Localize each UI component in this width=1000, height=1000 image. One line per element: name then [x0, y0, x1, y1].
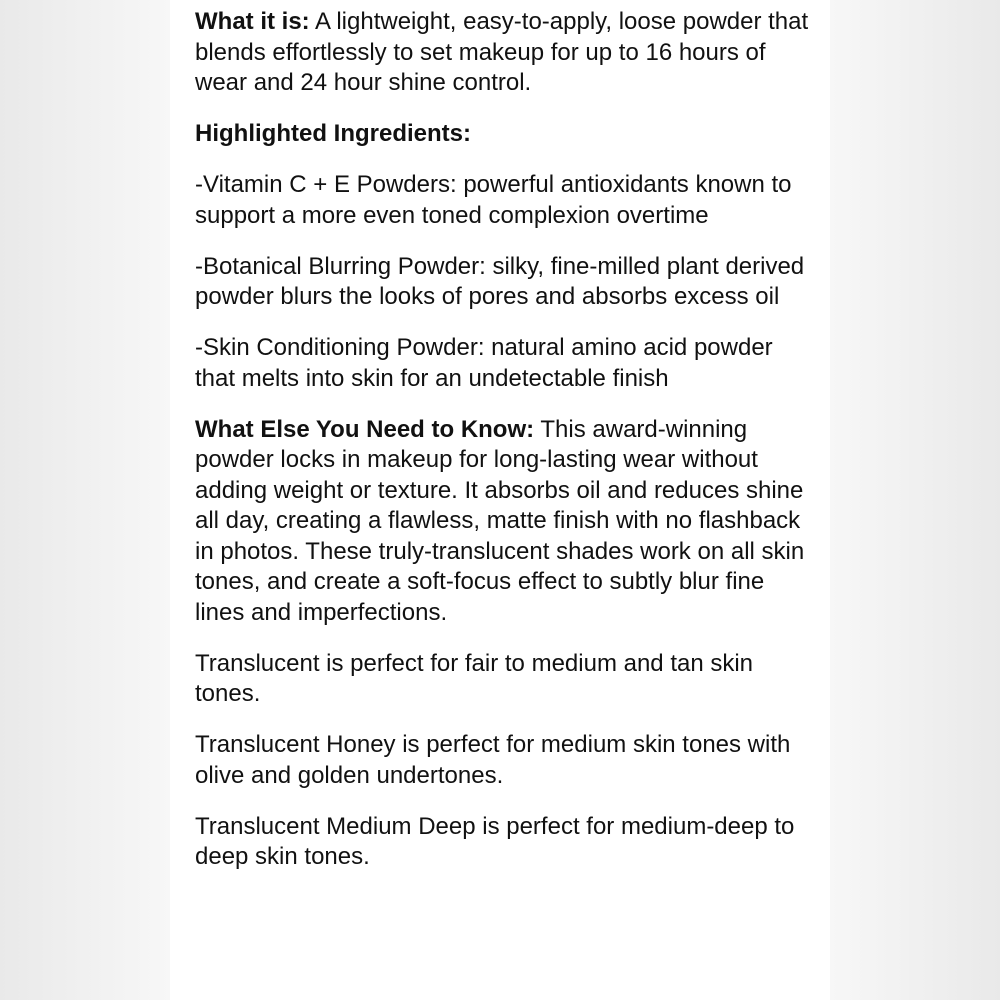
- shade-translucent-medium-deep: Translucent Medium Deep is perfect for medium-deep to deep skin tones.: [195, 812, 795, 870]
- product-description: [195, 7, 815, 893]
- what-else-text: This award-winning powder locks in makeup for long-lasting wear without adding weight or texture. It absorbs oil and reduces shine all day, creating a flawless, matte finish with no flashback in photos. These truly-translucent shades work on all skin tones, and create a soft-focus effect to subtly blur fine lines and imperfections.: [195, 415, 805, 626]
- what-else-label: What Else You Need to Know:: [195, 415, 535, 443]
- ingredient-item-conditioning: -Skin Conditioning Powder: natural amino acid powder that melts into skin for an undetectable finish: [195, 334, 773, 392]
- shade-translucent: Translucent is perfect for fair to medium and tan skin tones.: [195, 649, 754, 707]
- ingredient-item-vitamin: -Vitamin C + E Powders: powerful antioxidants known to support a more even toned complexion overtime: [195, 171, 792, 229]
- ingredient-item-botanical: -Botanical Blurring Powder: silky, fine-milled plant derived powder blurs the looks of pores and absorbs excess oil: [195, 252, 805, 310]
- what-it-is-paragraph: [195, 7, 815, 99]
- shade-translucent-honey: Translucent Honey is perfect for medium skin tones with olive and golden undertones.: [195, 731, 791, 789]
- ingredients-heading: Highlighted Ingredients:: [195, 120, 471, 147]
- right-background: [830, 0, 1000, 1000]
- what-it-is-text: A lightweight, easy-to-apply, loose powder that blends effortlessly to set makeup for up to 16 hours of wear and 24 hour shine control.: [195, 8, 809, 96]
- what-else-paragraph: [195, 415, 815, 629]
- product-description-panel[interactable]: [170, 0, 830, 1000]
- what-it-is-label: What it is:: [195, 8, 310, 35]
- left-background: [0, 0, 170, 1000]
